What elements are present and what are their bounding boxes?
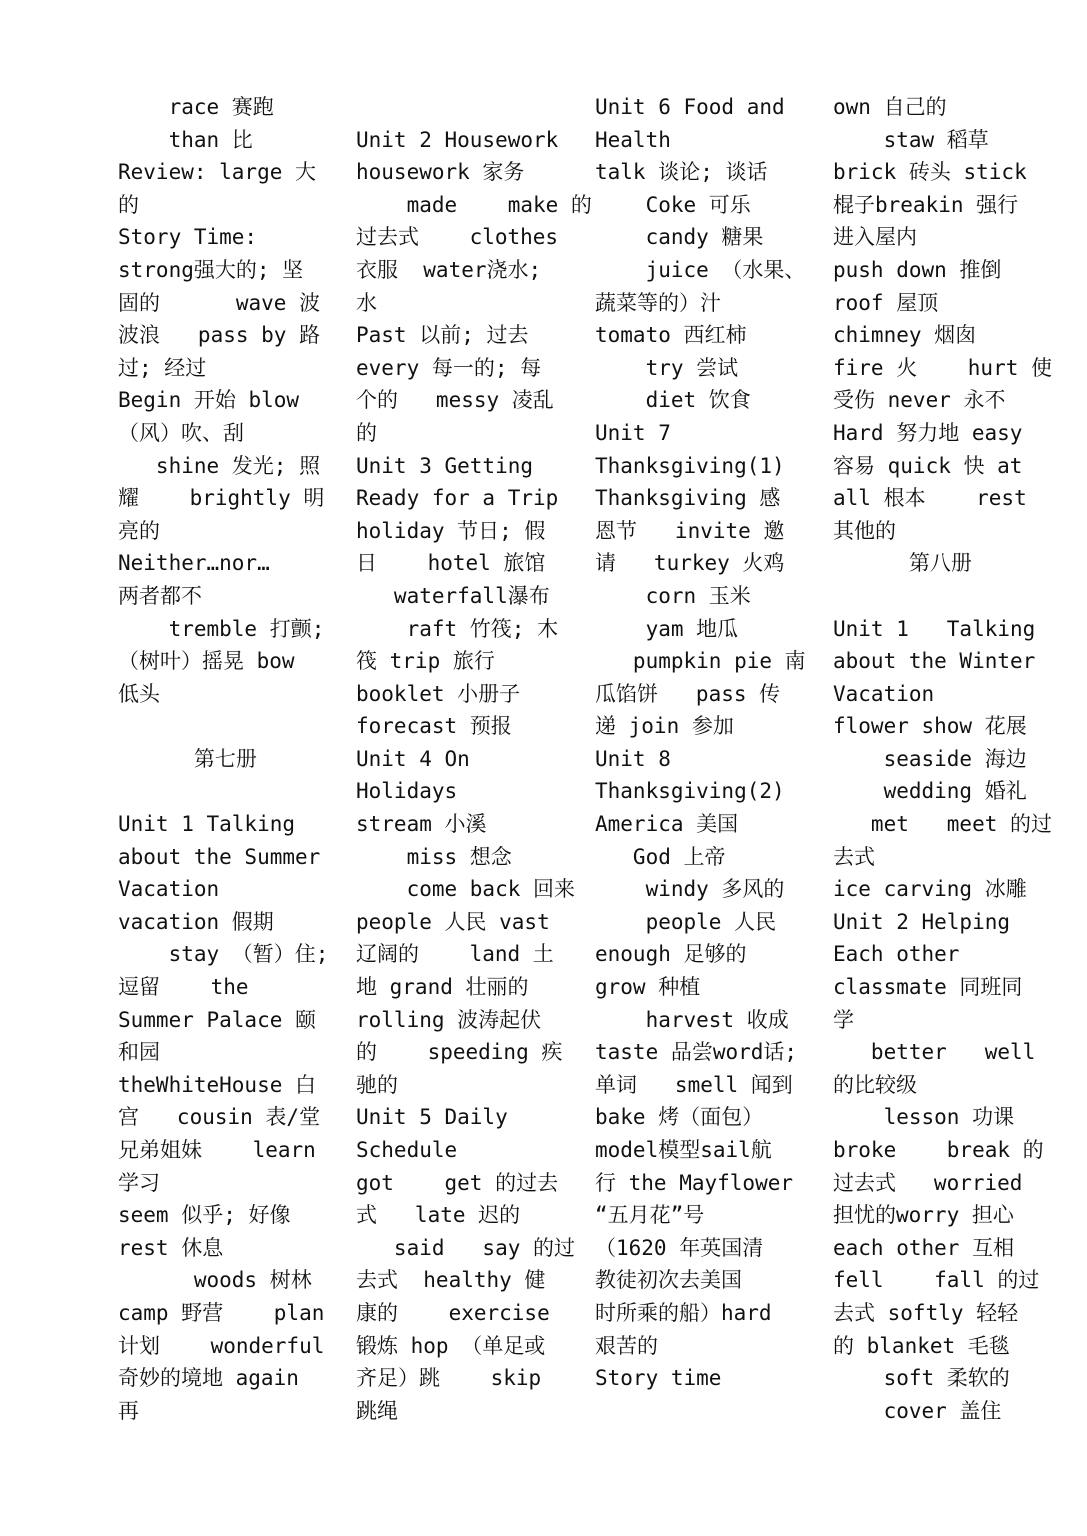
text-line: Story Time:	[118, 225, 258, 250]
text-line: 的	[118, 192, 139, 217]
text-line: ice carving 冰雕	[833, 877, 1027, 902]
text-line: 学习	[118, 1170, 160, 1195]
text-line: Thanksgiving 感	[595, 486, 781, 511]
text-line: each other 互相	[833, 1235, 1015, 1260]
text-line: 式 late 迟的	[356, 1203, 521, 1228]
text-line: 的 speeding 疾	[356, 1040, 563, 1065]
text-line: taste 品尝word话;	[595, 1040, 798, 1065]
text-line: classmate 同班同	[833, 975, 1023, 1000]
text-line: met meet 的过	[833, 812, 1053, 837]
text-line: Unit 2 Housework	[356, 127, 559, 152]
text-line: wedding 婚礼	[833, 779, 1027, 804]
text-line: seaside 海边	[833, 746, 1027, 771]
text-line: housework 家务	[356, 160, 525, 185]
text-line: 过; 经过	[118, 355, 207, 380]
text-line: Review: large 大	[118, 160, 317, 185]
text-line: about the Winter	[833, 649, 1036, 674]
text-line: broke break 的	[833, 1138, 1044, 1162]
text-line: 宫 cousin 表/堂	[118, 1105, 321, 1130]
text-column-1	[118, 91, 328, 1427]
text-line: flower show 花展	[833, 714, 1027, 739]
text-column-4	[833, 91, 1053, 1427]
text-line: 时所乘的船）hard	[595, 1300, 772, 1325]
text-line: Unit 3 Getting	[356, 453, 534, 478]
text-line: better well	[833, 1040, 1036, 1065]
text-line: 棍子breakin 强行	[833, 192, 1019, 217]
text-line: 艰苦的	[595, 1333, 658, 1358]
text-line: 过去式 worried	[833, 1170, 1023, 1195]
text-line: Unit 6 Food and	[595, 95, 785, 119]
text-line: （树叶）摇晃 bow	[118, 649, 295, 674]
text-line: own 自己的	[833, 95, 947, 119]
text-line: tremble 打颤;	[118, 616, 325, 641]
text-line: Each other	[833, 942, 960, 967]
text-line: juice （水果、	[595, 257, 806, 282]
text-line: seem 似乎; 好像	[118, 1203, 291, 1228]
text-line: rest 休息	[118, 1235, 224, 1260]
text-line: Health	[595, 127, 671, 152]
text-line: Vacation	[118, 877, 220, 902]
text-line: Thanksgiving(1)	[595, 453, 785, 478]
text-line: chimney 烟囱	[833, 323, 977, 348]
text-line: strong强大的; 坚	[118, 257, 304, 282]
text-line: 齐足）跳 skip	[356, 1366, 542, 1391]
text-line: raft 竹筏; 木	[356, 616, 559, 641]
text-line: cover 盖住	[833, 1398, 1002, 1423]
text-line: 跳绳	[356, 1398, 398, 1423]
text-line: woods 树林	[118, 1268, 312, 1293]
text-line: stay （暂）住;	[118, 942, 329, 967]
document-page	[118, 91, 1053, 1491]
text-line: 第八册	[833, 551, 972, 576]
text-line: 筏 trip 旅行	[356, 649, 495, 674]
text-line: 亮的	[118, 518, 160, 543]
text-line: rolling 波涛起伏	[356, 1007, 542, 1032]
text-line: roof 屋顶	[833, 290, 939, 315]
text-line: 容易 quick 快 at	[833, 453, 1023, 478]
text-line: 低头	[118, 681, 160, 706]
text-line: 水	[356, 290, 377, 315]
text-line: 波浪 pass by 路	[118, 323, 321, 348]
text-line: fire 火 hurt 使	[833, 355, 1053, 380]
text-line: 恩节 invite 邀	[595, 518, 785, 543]
text-line: Summer Palace 颐	[118, 1007, 317, 1032]
text-line: 地 grand 壮丽的	[356, 975, 529, 1000]
text-line: 个的 messy 凌乱	[356, 388, 554, 413]
text-line: model模型sail航	[595, 1138, 772, 1162]
text-line: （风）吹、刮	[118, 420, 244, 445]
text-line	[118, 775, 328, 808]
text-line: people 人民 vast	[356, 909, 550, 934]
text-line: all 根本 rest	[833, 486, 1027, 511]
text-line: Begin 开始 blow	[118, 388, 300, 413]
text-line: waterfall瀑布	[356, 583, 550, 608]
text-line: Story time	[595, 1366, 722, 1391]
text-line: 逗留 the	[118, 975, 249, 1000]
text-line: 的	[356, 420, 377, 445]
text-line: try 尝试	[595, 355, 739, 380]
text-line	[356, 91, 566, 124]
text-line: 固的 wave 波	[118, 290, 321, 315]
text-line: 日 hotel 旅馆	[356, 551, 546, 576]
text-line: 行 the Mayflower	[595, 1170, 794, 1195]
text-line: than 比	[118, 127, 253, 152]
text-line: “五月花”号	[595, 1203, 705, 1228]
text-line: 担忧的worry 担心	[833, 1203, 1014, 1228]
text-line	[118, 710, 328, 743]
text-line: 去式 softly 轻轻	[833, 1300, 1019, 1325]
text-line: 衣服 water浇水;	[356, 257, 542, 282]
text-line: diet 饮食	[595, 388, 751, 413]
text-line: 的比较级	[833, 1072, 917, 1097]
text-line: 耀 brightly 明	[118, 486, 325, 511]
text-line: 辽阔的 land 土	[356, 942, 554, 967]
text-line: tomato 西红柿	[595, 323, 747, 348]
text-line: shine 发光; 照	[118, 453, 321, 478]
text-line: vacation 假期	[118, 909, 274, 934]
text-line: bake 烤（面包）	[595, 1105, 764, 1130]
text-line: grow 种植	[595, 975, 701, 1000]
text-column-2	[356, 91, 592, 1427]
text-line: race 赛跑	[118, 95, 274, 119]
text-line: Hard 努力地 easy	[833, 420, 1023, 445]
text-line: booklet 小册子	[356, 681, 521, 706]
text-line: forecast 预报	[356, 714, 512, 739]
text-line: God 上帝	[595, 844, 726, 869]
text-line: Unit 2 Helping	[833, 909, 1011, 934]
text-line: talk 谈论; 谈话	[595, 160, 768, 185]
text-line: fell fall 的过	[833, 1268, 1040, 1293]
text-line: 锻炼 hop （单足或	[356, 1333, 546, 1358]
text-line: Unit 8	[595, 746, 671, 771]
text-line: corn 玉米	[595, 583, 751, 608]
text-line: 单词 smell 闻到	[595, 1072, 793, 1097]
text-line: candy 糖果	[595, 225, 764, 250]
text-line: Unit 5 Daily	[356, 1105, 508, 1130]
text-line: about the Summer	[118, 844, 321, 869]
text-line: got get 的过去	[356, 1170, 559, 1195]
text-line: （1620 年英国清	[595, 1235, 764, 1260]
text-line: soft 柔软的	[833, 1366, 1010, 1391]
text-line: 康的 exercise	[356, 1300, 550, 1325]
text-line: 去式 healthy 健	[356, 1268, 546, 1293]
text-line: 驰的	[356, 1072, 398, 1097]
text-line	[833, 580, 1043, 613]
text-line: 受伤 never 永不	[833, 388, 1006, 413]
text-line: Unit 1 Talking	[833, 616, 1036, 641]
text-line: 请 turkey 火鸡	[595, 551, 785, 576]
text-line: staw 稻草	[833, 127, 989, 152]
text-line: brick 砖头 stick	[833, 160, 1027, 185]
text-line: 两者都不	[118, 583, 202, 608]
text-line: camp 野营 plan	[118, 1300, 325, 1325]
text-line: miss 想念	[356, 844, 512, 869]
text-line: 和园	[118, 1040, 160, 1065]
text-line: holiday 节日; 假	[356, 518, 546, 543]
text-line: Unit 7	[595, 420, 671, 445]
text-line: Schedule	[356, 1138, 458, 1162]
text-line: 的 blanket 毛毯	[833, 1333, 1010, 1358]
text-line: enough 足够的	[595, 942, 747, 967]
text-line: push down 推倒	[833, 257, 1002, 282]
text-line: Coke 可乐	[595, 192, 751, 217]
text-line: 奇妙的境地 again	[118, 1366, 299, 1391]
text-line: 计划 wonderful	[118, 1333, 325, 1358]
text-line: pumpkin pie 南	[595, 649, 806, 674]
text-line: Thanksgiving(2)	[595, 779, 785, 804]
text-line: every 每一的; 每	[356, 355, 542, 380]
text-line: Holidays	[356, 779, 458, 804]
text-line: windy 多风的	[595, 877, 785, 902]
text-line: lesson 功课	[833, 1105, 1015, 1130]
text-line: 学	[833, 1007, 854, 1032]
text-line: 第七册	[118, 746, 257, 771]
text-line: theWhiteHouse 白	[118, 1072, 317, 1097]
text-line: America 美国	[595, 812, 739, 837]
text-line: people 人民	[595, 909, 777, 934]
text-line: Ready for a Trip	[356, 486, 559, 511]
text-line: stream 小溪	[356, 812, 487, 837]
text-line: Unit 1 Talking	[118, 812, 296, 837]
text-line: come back 回来	[356, 877, 576, 902]
text-line: said say 的过	[356, 1235, 576, 1260]
text-line: 教徒初次去美国	[595, 1268, 742, 1293]
text-line: Neither…nor…	[118, 551, 270, 576]
text-line: Past 以前; 过去	[356, 323, 529, 348]
text-line: 蔬菜等的）汁	[595, 290, 721, 315]
text-line: 过去式 clothes	[356, 225, 559, 250]
text-line: 去式	[833, 844, 875, 869]
text-line: Unit 4 On	[356, 746, 470, 771]
text-line: yam 地瓜	[595, 616, 739, 641]
text-line: 递 join 参加	[595, 714, 734, 739]
text-line: Vacation	[833, 681, 935, 706]
text-line: 瓜馅饼 pass 传	[595, 681, 781, 706]
text-line: made make 的	[356, 192, 592, 217]
text-line: 其他的	[833, 518, 896, 543]
text-column-3	[595, 91, 805, 1395]
text-line: 进入屋内	[833, 225, 917, 250]
text-line: 再	[118, 1398, 139, 1423]
text-line: harvest 收成	[595, 1007, 789, 1032]
text-line: 兄弟姐妹 learn	[118, 1138, 316, 1162]
